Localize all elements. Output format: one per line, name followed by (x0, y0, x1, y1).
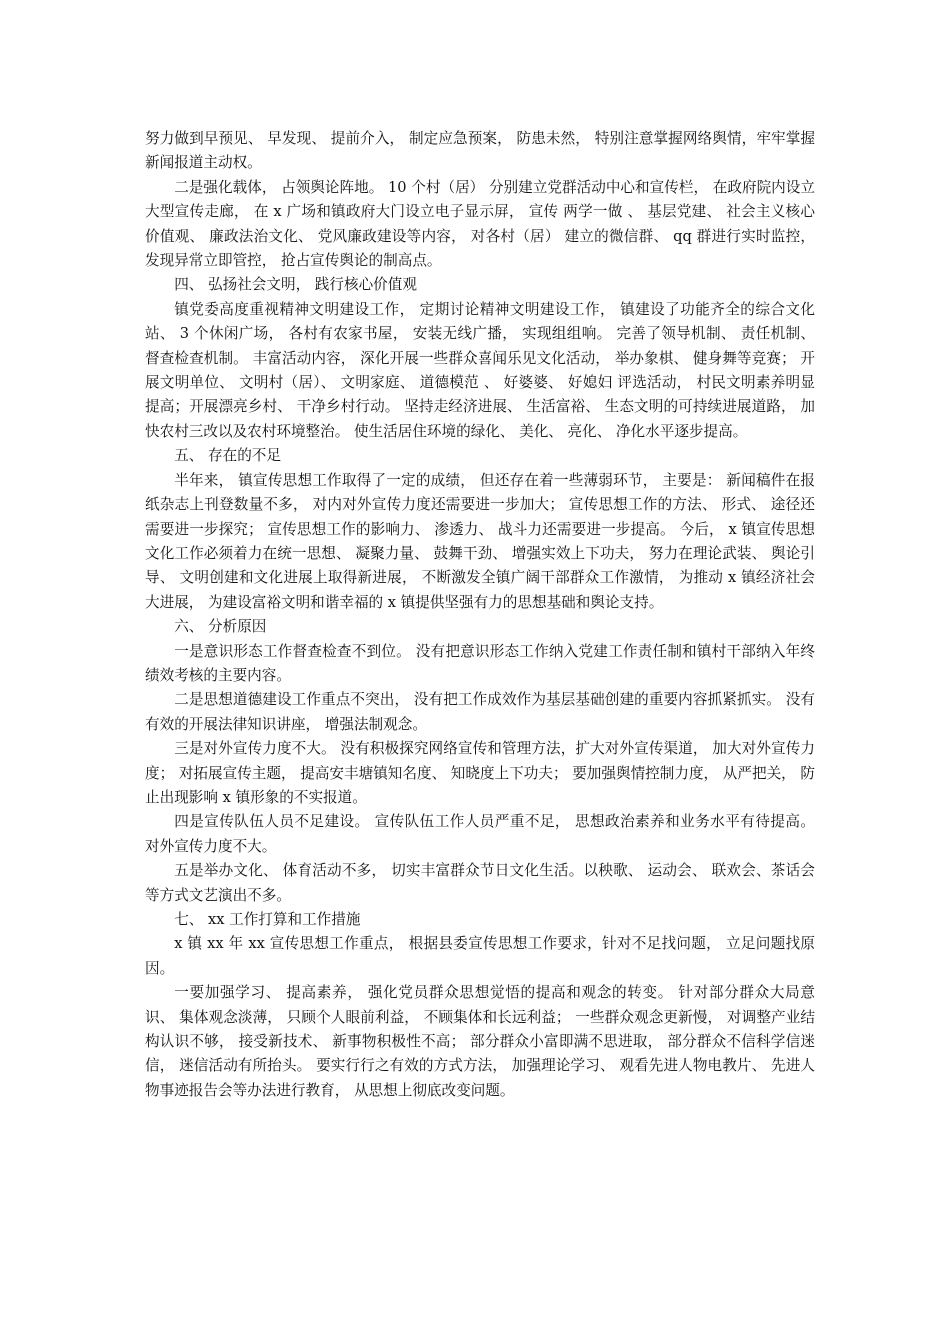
paragraph-reason-3: 三是对外宣传力度不大。 没有积极探究网络宣传和管理方法，扩大对外宣传渠道， 加大对外宣传力度； 对拓展宣传主题， 提高安丰塘镇知名度、 知晓度上下功夫； 要加强舆情控制力度， 从严把关， 防止出现影响 x 镇形象的不实报道。 (145, 740, 815, 806)
paragraph-reason-1: 一是意识形态工作督查检查不到位。 没有把意识形态工作纳入党建工作责任制和镇村干部纳入年终绩效考核的主要内容。 (145, 642, 815, 684)
section-heading-6: 六、 分析原因 (174, 618, 267, 636)
paragraph-carrier-positions: 二是强化载体， 占领舆论阵地。 10 个村（居） 分别建立党群活动中心和宣传栏， 在政府院内设立大型宣传走廊， 在 x 广场和镇政府大门设立电子显示屏， 宣传 两学一做 、 基层党建、 社会主义核心价值观、 廉政法治文化、 党风廉政建设等内容， 对各村（居） 建立的微信群、 qq 群进行实时监控， 发现异常立即管控， 抢占宣传舆论的制高点。 (145, 178, 815, 270)
paragraph-civilization: 镇党委高度重视精神文明建设工作， 定期讨论精神文明建设工作， 镇建设了功能齐全的综合文化站、 3 个休闲广场， 各村有农家书屋， 安装无线广播， 实现组组响。 完善了领导机制、 责任机制、 督查检查机制。 丰富活动内容， 深化开展一些群众喜闻乐见文化活动， 举办象棋、 健身舞等竞赛； 开展文明单位、 文明村（居）、 文明家庭、 道德模范 、 好婆婆、 好媳妇 评选活动， 村民文明素养明显提高；开展漂亮乡村、 干净乡村行动。 坚持走经济进展、 生活富裕、 生态文明的可持续进展道路， 加快农村三改以及农村环境整治。 使生活居住环境的绿化、 美化、 亮化、 净化水平逐步提高。 (145, 300, 815, 440)
paragraph-measure-1: 一要加强学习、 提高素养， 强化党员群众思想觉悟的提高和观念的转变。 针对部分群众大局意识、 集体观念淡薄， 只顾个人眼前利益， 不顾集体和长远利益； 一些群众观念更新慢， 对调整产业结构认识不够， 接受新技术、 新事物积极性不高； 部分群众小富即满不思进取， 部分群众不信科学信迷信， 迷信活动有所抬头。 要实行行之有效的方式方法， 加强理论学习、 观看先进人物电教片、 先进人物事迹报告会等办法进行教育， 从思想上彻底改变问题。 (145, 984, 815, 1099)
document-page (145, 127, 815, 1103)
section-heading-4: 四、 弘扬社会文明， 践行核心价值观 (174, 276, 417, 294)
section-heading-7: 七、 xx 工作打算和工作措施 (174, 911, 361, 928)
paragraph-shortcomings: 半年来， 镇宣传思想工作取得了一定的成绩， 但还存在着一些薄弱环节， 主要是： 新闻稿件在报纸杂志上刊登数量不多， 对内对外宣传力度还需要进一步加大； 宣传思想工作的方法、 形式、 途径还需要进一步探究； 宣传思想工作的影响力、 渗透力、 战斗力还需要进一步提高。 今后， x 镇宣传思想文化工作必须着力在统一思想、 凝聚力量、 鼓舞干劲、 增强实效上下功夫， 努力在理论武装、 舆论引导、 文明创建和文化进展上取得新进展， 不断激发全镇广阔干部群众工作激情， 为推动 x 镇经济社会大进展， 为建设富裕文明和谐幸福的 x 镇提供坚强有力的思想基础和舆论支持。 (145, 471, 815, 611)
paragraph-reason-5: 五是举办文化、 体育活动不多， 切实丰富群众节日文化生活。以秧歌、 运动会、 联欢会、茶话会等方式文艺演出不多。 (145, 862, 815, 904)
paragraph-continuation: 努力做到早预见、 早发现、 提前介入， 制定应急预案， 防患未然， 特别注意掌握网络舆情，牢牢掌握新闻报道主动权。 (145, 130, 815, 172)
paragraph-reason-4: 四是宣传队伍人员不足建设。 宣传队伍工作人员严重不足， 思想政治素养和业务水平有待提高。 对外宣传力度不大。 (145, 813, 815, 855)
paragraph-work-plan: x 镇 xx 年 xx 宣传思想工作重点， 根据县委宣传思想工作要求，针对不足找问题， 立足问题找原因。 (145, 935, 815, 977)
paragraph-reason-2: 二是思想道德建设工作重点不突出， 没有把工作成效作为基层基础创建的重要内容抓紧抓实。 没有有效的开展法律知识讲座， 增强法制观念。 (145, 691, 815, 733)
section-heading-5: 五、 存在的不足 (174, 447, 281, 465)
